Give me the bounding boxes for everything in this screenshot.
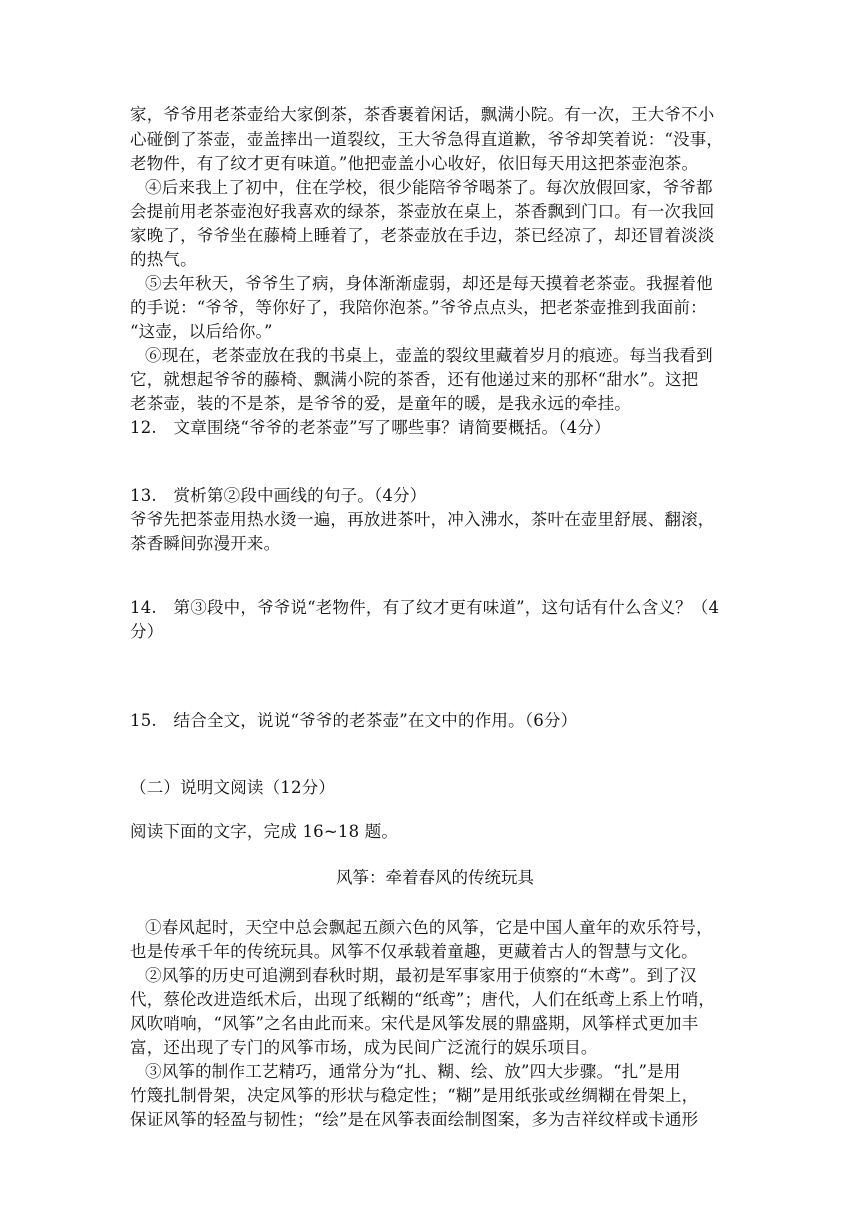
story-line: 老物件，有了纹才更有味道。”他把壶盖小心收好，依旧每天用这把茶壶泡茶。 xyxy=(130,154,699,173)
question-13-quote: 爷爷先把茶壶用热水烫一遍，再放进茶叶，冲入沸水，茶叶在壶里舒展、翻滚， xyxy=(130,510,715,529)
article-paragraph-2: ②风筝的历史可追溯到春秋时期，最初是军事家用于侦察的“木鸢”。到了汉 xyxy=(145,966,697,985)
story-paragraph-4: ④后来我上了初中，住在学校，很少能陪爷爷喝茶了。每次放假回家，爷爷都 xyxy=(145,178,713,197)
story-line: 家晚了，爷爷坐在藤椅上睡着了，老茶壶放在手边，茶已经凉了，却还冒着淡淡 xyxy=(130,226,715,245)
article-line: 风吹哨响，“风筝”之名由此而来。宋代是风筝发展的鼎盛期，风筝样式更加丰 xyxy=(130,1014,699,1033)
question-14: 14. 第③段中，爷爷说“老物件，有了纹才更有味道”，这句话有什么含义？（4 xyxy=(130,598,720,617)
story-line: 会提前用老茶壶泡好我喜欢的绿茶，茶壶放在桌上，茶香飘到门口。有一次我回 xyxy=(130,202,715,221)
story-line: 的热气。 xyxy=(130,250,197,269)
article-title: 风筝：牵着春风的传统玩具 xyxy=(336,868,534,887)
story-line: 心碰倒了茶壶，壶盖摔出一道裂纹，王大爷急得直道歉，爷爷却笑着说：“没事， xyxy=(130,130,724,149)
story-paragraph-5: ⑤去年秋天，爷爷生了病，身体渐渐虚弱，却还是每天摸着老茶壶。我握着他 xyxy=(145,274,713,293)
article-line: 也是传承千年的传统玩具。风筝不仅承载着童趣，更藏着古人的智慧与文化。 xyxy=(130,942,698,961)
article-paragraph-1: ①春风起时，天空中总会飘起五颜六色的风筝，它是中国人童年的欢乐符号， xyxy=(145,918,713,937)
question-14-continuation: 分） xyxy=(130,622,164,641)
question-12: 12. 文章围绕“爷爷的老茶壶”写了哪些事？请简要概括。（4分） xyxy=(130,418,611,437)
story-line: “这壶，以后给你。” xyxy=(130,322,273,341)
story-line: 家，爷爷用老茶壶给大家倒茶，茶香裹着闲话，飘满小院。有一次，王大爷不小 xyxy=(130,105,715,124)
article-line: 代，蔡伦改进造纸术后，出现了纸糊的“纸鸢”；唐代，人们在纸鸢上系上竹哨， xyxy=(130,990,716,1009)
article-line: 保证风筝的轻盈与韧性；“绘”是在风筝表面绘制图案，多为吉祥纹样或卡通形 xyxy=(130,1110,699,1129)
article-line: 富，还出现了专门的风筝市场，成为民间广泛流行的娱乐项目。 xyxy=(130,1038,598,1057)
question-13: 13. 赏析第②段中画线的句子。（4分） xyxy=(130,486,427,505)
article-paragraph-3: ③风筝的制作工艺精巧，通常分为“扎、糊、绘、放”四大步骤。“扎”是用 xyxy=(145,1062,681,1081)
article-line: 竹篾扎制骨架，决定风筝的形状与稳定性；“糊”是用纸张或丝绸糊在骨架上， xyxy=(130,1086,699,1105)
story-line: 它，就想起爷爷的藤椅、飘满小院的茶香，还有他递过来的那杯“甜水”。这把 xyxy=(130,370,699,389)
question-15: 15. 结合全文，说说“爷爷的老茶壶”在文中的作用。（6分） xyxy=(130,711,578,730)
question-13-quote: 茶香瞬间弥漫开来。 xyxy=(130,534,281,553)
story-paragraph-6: ⑥现在，老茶壶放在我的书桌上，壶盖的裂纹里藏着岁月的痕迹。每当我看到 xyxy=(145,346,713,365)
section-heading: （二）说明文阅读（12分） xyxy=(130,778,336,797)
story-line: 的手说：“爷爷，等你好了，我陪你泡茶。”爷爷点点头，把老茶壶推到我面前： xyxy=(130,298,707,317)
story-line: 老茶壶，装的不是茶，是爷爷的爱，是童年的暖，是我永远的牵挂。 xyxy=(130,394,631,413)
section-instruction: 阅读下面的文字，完成 16~18 题。 xyxy=(130,822,399,841)
